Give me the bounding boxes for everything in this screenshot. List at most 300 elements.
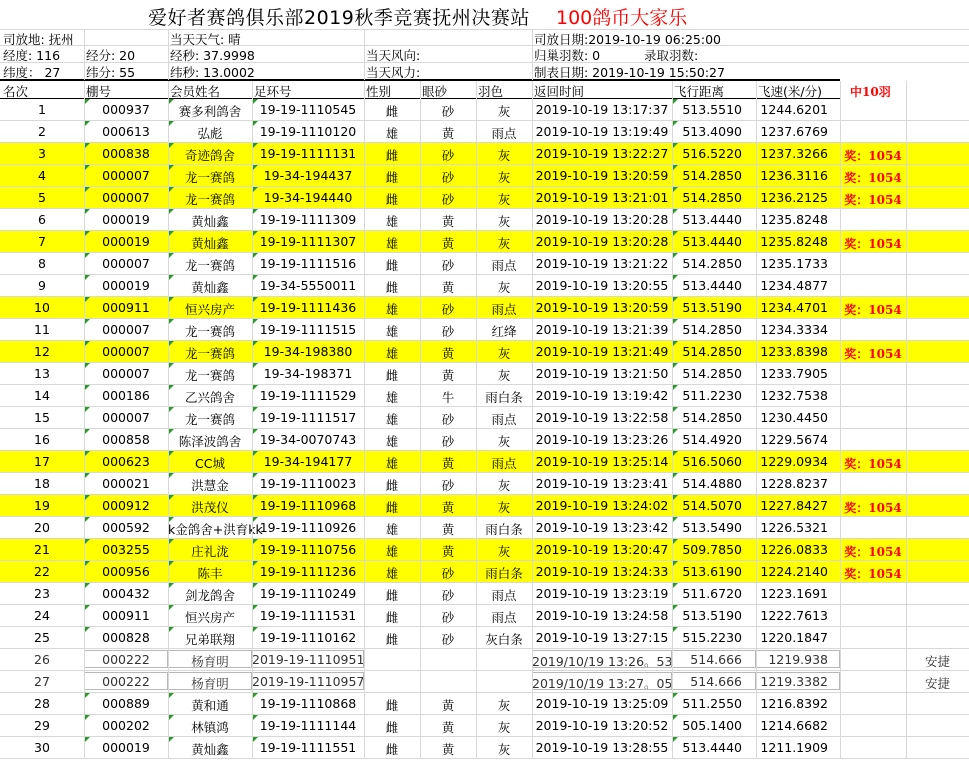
cell-time[interactable]: 2019-10-19 13:24:02 (535, 498, 669, 513)
cell-shed[interactable]: 000623 (102, 454, 150, 469)
cell-color[interactable]: 雨点 (491, 126, 517, 141)
cell-dist[interactable]: 514.2850 (682, 344, 742, 359)
cell-name[interactable]: 黄灿鑫 (191, 214, 229, 229)
cell-sex[interactable]: 雌 (385, 610, 399, 625)
cell-ring[interactable]: 19-19-1110756 (259, 542, 357, 557)
cell-time[interactable]: 2019-10-19 13:21:01 (535, 190, 669, 205)
table-row[interactable] (0, 341, 969, 363)
cell-name[interactable]: 恒兴房产 (184, 302, 235, 317)
cell-color[interactable]: 灰白条 (485, 632, 523, 647)
table-row[interactable] (0, 671, 969, 693)
cell-name[interactable]: 龙一赛鸽 (184, 368, 235, 383)
cell-award[interactable]: 奖：1054 (844, 149, 902, 163)
cell-ring[interactable]: 19-19-1110868 (259, 696, 357, 711)
cell-shed[interactable]: 000202 (102, 718, 150, 733)
cell-rank[interactable]: 15 (34, 410, 50, 425)
cell-eye[interactable]: 砂 (441, 104, 455, 119)
cell-rank[interactable]: 28 (34, 696, 50, 711)
cell-sex[interactable]: 雄 (385, 390, 399, 405)
cell-sex[interactable]: 雄 (385, 126, 399, 141)
cell-award[interactable]: 奖：1054 (844, 501, 902, 515)
cell-sex[interactable]: 雄 (385, 412, 399, 427)
cell-eye[interactable]: 黄 (441, 544, 455, 559)
cell-ring[interactable]: 19-19-1110162 (259, 630, 357, 645)
cell-time[interactable]: 2019-10-19 13:24:58 (535, 608, 669, 623)
cell-award[interactable]: 奖：1054 (844, 237, 902, 251)
table-row[interactable] (0, 275, 969, 297)
cell-rank[interactable]: 29 (34, 718, 50, 733)
cell-time[interactable]: 2019/10/19 13:26。53 (532, 654, 673, 669)
cell-speed[interactable]: 1219.938 (768, 652, 828, 667)
cell-dist[interactable]: 513.4440 (682, 212, 742, 227)
cell-dist[interactable]: 513.4090 (682, 124, 742, 139)
cell-speed[interactable]: 1229.0934 (760, 454, 828, 469)
cell-dist[interactable]: 511.2230 (682, 388, 742, 403)
cell-sex[interactable]: 雌 (385, 192, 399, 207)
cell-award[interactable]: 奖：1054 (844, 567, 902, 581)
cell-shed[interactable]: 003255 (102, 542, 150, 557)
cell-dist[interactable]: 514.666 (690, 674, 742, 689)
cell-shed[interactable]: 000186 (102, 388, 150, 403)
cell-speed[interactable]: 1230.4450 (760, 410, 828, 425)
cell-eye[interactable]: 砂 (441, 588, 455, 603)
cell-sex[interactable]: 雌 (385, 720, 399, 735)
cell-name[interactable]: 洪茂仪 (191, 500, 229, 515)
cell-ring[interactable]: 19-19-1111144 (259, 718, 357, 733)
cell-sex[interactable]: 雄 (385, 434, 399, 449)
cell-shed[interactable]: 000019 (102, 212, 150, 227)
cell-color[interactable]: 雨点 (491, 412, 517, 427)
cell-rank[interactable]: 19 (34, 498, 50, 513)
cell-shed[interactable]: 000956 (102, 564, 150, 579)
cell-eye[interactable]: 黄 (441, 720, 455, 735)
table-row[interactable] (0, 143, 969, 165)
cell-color[interactable]: 灰 (497, 280, 511, 295)
cell-shed[interactable]: 000937 (102, 102, 150, 117)
cell-name[interactable]: k金鸽舍+洪育kk (168, 522, 263, 537)
cell-speed[interactable]: 1214.6682 (760, 718, 828, 733)
cell-color[interactable]: 灰 (497, 170, 511, 185)
cell-name[interactable]: 林镇鸿 (191, 720, 229, 735)
cell-rank[interactable]: 8 (38, 256, 46, 271)
cell-time[interactable]: 2019-10-19 13:23:26 (535, 432, 669, 447)
table-row[interactable] (0, 231, 969, 253)
cell-dist[interactable]: 511.6720 (682, 586, 742, 601)
cell-shed[interactable]: 000912 (102, 498, 150, 513)
cell-dist[interactable]: 514.2850 (682, 168, 742, 183)
cell-name[interactable]: 赛多利鸽舍 (178, 104, 242, 119)
cell-speed[interactable]: 1236.2125 (760, 190, 828, 205)
cell-rank[interactable]: 12 (34, 344, 50, 359)
cell-extra[interactable]: 安捷 (924, 676, 950, 691)
cell-color[interactable]: 灰 (497, 148, 511, 163)
cell-speed[interactable]: 1232.7538 (760, 388, 828, 403)
cell-shed[interactable]: 000007 (102, 168, 150, 183)
cell-award[interactable]: 奖：1054 (844, 457, 902, 471)
cell-rank[interactable]: 23 (34, 586, 50, 601)
table-row[interactable] (0, 627, 969, 649)
cell-sex[interactable]: 雌 (385, 478, 399, 493)
cell-shed[interactable]: 000007 (102, 256, 150, 271)
cell-name[interactable]: 龙一赛鸽 (184, 324, 235, 339)
cell-sex[interactable]: 雌 (385, 170, 399, 185)
cell-color[interactable]: 雨点 (491, 610, 517, 625)
cell-ring[interactable]: 19-34-5550011 (259, 278, 357, 293)
cell-dist[interactable]: 514.2850 (682, 410, 742, 425)
table-row[interactable] (0, 605, 969, 627)
cell-speed[interactable]: 1227.8427 (760, 498, 828, 513)
cell-ring[interactable]: 19-19-1111531 (259, 608, 357, 623)
cell-speed[interactable]: 1234.4877 (760, 278, 828, 293)
cell-name[interactable]: 龙一赛鸽 (184, 346, 235, 361)
cell-rank[interactable]: 2 (38, 124, 46, 139)
cell-color[interactable]: 灰 (497, 434, 511, 449)
cell-sex[interactable]: 雌 (385, 588, 399, 603)
cell-award[interactable]: 奖：1054 (844, 171, 902, 185)
cell-name[interactable]: 黄和通 (191, 698, 229, 713)
cell-name[interactable]: 兄弟联翔 (184, 632, 235, 647)
cell-rank[interactable]: 3 (38, 146, 46, 161)
cell-time[interactable]: 2019-10-19 13:23:42 (535, 520, 669, 535)
cell-ring[interactable]: 19-19-1111529 (259, 388, 357, 403)
cell-name[interactable]: 洪慧金 (191, 478, 229, 493)
cell-speed[interactable]: 1233.8398 (760, 344, 828, 359)
cell-name[interactable]: 剑龙鸽舍 (184, 588, 235, 603)
cell-ring[interactable]: 19-34-0070743 (259, 432, 357, 447)
cell-rank[interactable]: 22 (34, 564, 50, 579)
cell-sex[interactable]: 雌 (385, 500, 399, 515)
cell-ring[interactable]: 2019-19-1110957 (252, 674, 365, 689)
table-row[interactable] (0, 649, 969, 671)
cell-shed[interactable]: 000222 (102, 652, 150, 667)
cell-color[interactable]: 红绛 (491, 324, 517, 339)
cell-dist[interactable]: 513.6190 (682, 564, 742, 579)
cell-ring[interactable]: 19-34-194440 (263, 190, 353, 205)
cell-time[interactable]: 2019-10-19 13:17:37 (535, 102, 669, 117)
cell-award[interactable]: 奖：1054 (844, 545, 902, 559)
cell-eye[interactable]: 砂 (441, 610, 455, 625)
cell-color[interactable]: 灰 (497, 192, 511, 207)
cell-dist[interactable]: 509.7850 (682, 542, 742, 557)
cell-color[interactable]: 灰 (497, 742, 511, 757)
cell-eye[interactable]: 黄 (441, 456, 455, 471)
cell-speed[interactable]: 1226.5321 (760, 520, 828, 535)
cell-rank[interactable]: 14 (34, 388, 50, 403)
cell-eye[interactable]: 砂 (441, 302, 455, 317)
cell-speed[interactable]: 1226.0833 (760, 542, 828, 557)
cell-name[interactable]: 奇迹鸽舍 (184, 148, 235, 163)
cell-time[interactable]: 2019-10-19 13:21:49 (535, 344, 669, 359)
cell-sex[interactable]: 雌 (385, 258, 399, 273)
cell-color[interactable]: 灰 (497, 478, 511, 493)
cell-name[interactable]: 龙一赛鸽 (184, 412, 235, 427)
cell-sex[interactable]: 雌 (385, 632, 399, 647)
cell-dist[interactable]: 516.5220 (682, 146, 742, 161)
cell-speed[interactable]: 1235.8248 (760, 212, 828, 227)
cell-ring[interactable]: 2019-19-1110951 (252, 652, 365, 667)
cell-shed[interactable]: 000007 (102, 322, 150, 337)
cell-color[interactable]: 灰 (497, 720, 511, 735)
cell-eye[interactable]: 砂 (441, 258, 455, 273)
table-row[interactable] (0, 319, 969, 341)
cell-speed[interactable]: 1229.5674 (760, 432, 828, 447)
cell-color[interactable]: 灰 (497, 104, 511, 119)
cell-sex[interactable]: 雄 (385, 214, 399, 229)
cell-eye[interactable]: 砂 (441, 324, 455, 339)
cell-rank[interactable]: 24 (34, 608, 50, 623)
cell-rank[interactable]: 4 (38, 168, 46, 183)
cell-eye[interactable]: 黄 (441, 368, 455, 383)
cell-color[interactable]: 雨点 (491, 588, 517, 603)
table-row[interactable] (0, 539, 969, 561)
cell-ring[interactable]: 19-19-1110023 (259, 476, 357, 491)
cell-time[interactable]: 2019-10-19 13:20:28 (535, 234, 669, 249)
cell-eye[interactable]: 黄 (441, 126, 455, 141)
cell-shed[interactable]: 000911 (102, 608, 150, 623)
cell-color[interactable]: 灰 (497, 544, 511, 559)
cell-color[interactable]: 灰 (497, 500, 511, 515)
table-row[interactable] (0, 187, 969, 209)
cell-speed[interactable]: 1235.1733 (760, 256, 828, 271)
cell-dist[interactable]: 514.2850 (682, 366, 742, 381)
cell-time[interactable]: 2019-10-19 13:28:55 (535, 740, 669, 755)
cell-rank[interactable]: 21 (34, 542, 50, 557)
cell-speed[interactable]: 1222.7613 (760, 608, 828, 623)
cell-color[interactable]: 雨白条 (485, 566, 523, 581)
cell-name[interactable]: CC城 (195, 456, 225, 471)
cell-speed[interactable]: 1234.4701 (760, 300, 828, 315)
cell-ring[interactable]: 19-34-198371 (263, 366, 353, 381)
cell-shed[interactable]: 000019 (102, 740, 150, 755)
cell-rank[interactable]: 18 (34, 476, 50, 491)
cell-dist[interactable]: 513.4440 (682, 278, 742, 293)
cell-time[interactable]: 2019-10-19 13:27:15 (535, 630, 669, 645)
cell-sex[interactable]: 雄 (385, 302, 399, 317)
cell-sex[interactable]: 雌 (385, 104, 399, 119)
cell-time[interactable]: 2019-10-19 13:20:59 (535, 300, 669, 315)
table-row[interactable] (0, 583, 969, 605)
cell-ring[interactable]: 19-19-1110926 (259, 520, 357, 535)
cell-speed[interactable]: 1237.3266 (760, 146, 828, 161)
table-row[interactable] (0, 99, 969, 121)
cell-sex[interactable]: 雄 (385, 324, 399, 339)
cell-speed[interactable]: 1216.8392 (760, 696, 828, 711)
cell-speed[interactable]: 1228.8237 (760, 476, 828, 491)
cell-shed[interactable]: 000007 (102, 190, 150, 205)
table-row[interactable] (0, 297, 969, 319)
table-row[interactable] (0, 451, 969, 473)
cell-award[interactable]: 奖：1054 (844, 347, 902, 361)
cell-dist[interactable]: 514.4880 (682, 476, 742, 491)
cell-dist[interactable]: 514.2850 (682, 322, 742, 337)
cell-dist[interactable]: 513.5190 (682, 608, 742, 623)
cell-time[interactable]: 2019-10-19 13:20:47 (535, 542, 669, 557)
cell-rank[interactable]: 16 (34, 432, 50, 447)
table-row[interactable] (0, 209, 969, 231)
table-row[interactable] (0, 121, 969, 143)
cell-rank[interactable]: 10 (34, 300, 50, 315)
cell-ring[interactable]: 19-19-1110120 (259, 124, 357, 139)
cell-rank[interactable]: 13 (34, 366, 50, 381)
cell-time[interactable]: 2019-10-19 13:21:39 (535, 322, 669, 337)
cell-eye[interactable]: 黄 (441, 522, 455, 537)
cell-time[interactable]: 2019-10-19 13:22:27 (535, 146, 669, 161)
table-row[interactable] (0, 495, 969, 517)
cell-ring[interactable]: 19-19-1111517 (259, 410, 357, 425)
cell-name[interactable]: 陈泽波鸽舍 (178, 434, 242, 449)
cell-shed[interactable]: 000858 (102, 432, 150, 447)
cell-eye[interactable]: 黄 (441, 214, 455, 229)
cell-name[interactable]: 庄礼泷 (191, 544, 229, 559)
cell-dist[interactable]: 514.2850 (682, 256, 742, 271)
cell-dist[interactable]: 514.2850 (682, 190, 742, 205)
cell-color[interactable]: 雨点 (491, 456, 517, 471)
cell-name[interactable]: 弘彪 (197, 126, 223, 141)
cell-eye[interactable]: 砂 (441, 170, 455, 185)
cell-time[interactable]: 2019-10-19 13:23:41 (535, 476, 669, 491)
cell-sex[interactable]: 雄 (385, 566, 399, 581)
cell-award[interactable]: 奖：1054 (844, 193, 902, 207)
cell-sex[interactable]: 雄 (385, 456, 399, 471)
cell-eye[interactable]: 砂 (441, 434, 455, 449)
cell-dist[interactable]: 516.5060 (682, 454, 742, 469)
cell-color[interactable]: 雨点 (491, 258, 517, 273)
cell-color[interactable]: 灰 (497, 346, 511, 361)
cell-ring[interactable]: 19-19-1110968 (259, 498, 357, 513)
cell-time[interactable]: 2019-10-19 13:25:14 (535, 454, 669, 469)
cell-speed[interactable]: 1224.2140 (760, 564, 828, 579)
cell-shed[interactable]: 000911 (102, 300, 150, 315)
cell-rank[interactable]: 11 (34, 322, 50, 337)
cell-eye[interactable]: 黄 (441, 742, 455, 757)
cell-sex[interactable]: 雄 (385, 544, 399, 559)
cell-dist[interactable]: 513.5510 (682, 102, 742, 117)
cell-sex[interactable]: 雄 (385, 236, 399, 251)
cell-ring[interactable]: 19-19-1111307 (259, 234, 357, 249)
cell-ring[interactable]: 19-19-1111515 (259, 322, 357, 337)
table-row[interactable] (0, 165, 969, 187)
cell-dist[interactable]: 514.4920 (682, 432, 742, 447)
cell-rank[interactable]: 1 (38, 102, 46, 117)
cell-speed[interactable]: 1235.8248 (760, 234, 828, 249)
cell-name[interactable]: 龙一赛鸽 (184, 192, 235, 207)
cell-rank[interactable]: 27 (34, 674, 50, 689)
cell-sex[interactable]: 雌 (385, 368, 399, 383)
cell-rank[interactable]: 30 (34, 740, 50, 755)
cell-shed[interactable]: 000007 (102, 344, 150, 359)
cell-color[interactable]: 灰 (497, 368, 511, 383)
cell-speed[interactable]: 1237.6769 (760, 124, 828, 139)
cell-name[interactable]: 乙兴鸽舍 (184, 390, 235, 405)
cell-shed[interactable]: 000828 (102, 630, 150, 645)
cell-rank[interactable]: 26 (34, 652, 50, 667)
cell-speed[interactable]: 1233.7905 (760, 366, 828, 381)
cell-sex[interactable]: 雄 (385, 522, 399, 537)
cell-color[interactable]: 灰 (497, 698, 511, 713)
cell-shed[interactable]: 000222 (102, 674, 150, 689)
cell-eye[interactable]: 砂 (441, 566, 455, 581)
cell-color[interactable]: 灰 (497, 236, 511, 251)
table-row[interactable] (0, 517, 969, 539)
table-row[interactable] (0, 473, 969, 495)
cell-time[interactable]: 2019-10-19 13:21:22 (535, 256, 669, 271)
cell-rank[interactable]: 7 (38, 234, 46, 249)
cell-time[interactable]: 2019-10-19 13:19:49 (535, 124, 669, 139)
cell-sex[interactable]: 雌 (385, 148, 399, 163)
cell-shed[interactable]: 000838 (102, 146, 150, 161)
cell-rank[interactable]: 9 (38, 278, 46, 293)
cell-color[interactable]: 灰 (497, 214, 511, 229)
cell-ring[interactable]: 19-19-1111309 (259, 212, 357, 227)
cell-ring[interactable]: 19-19-1111436 (259, 300, 357, 315)
cell-speed[interactable]: 1244.6201 (760, 102, 828, 117)
cell-rank[interactable]: 5 (38, 190, 46, 205)
cell-eye[interactable]: 牛 (441, 390, 455, 405)
cell-sex[interactable]: 雌 (385, 742, 399, 757)
cell-dist[interactable]: 513.5490 (682, 520, 742, 535)
cell-dist[interactable]: 514.5070 (682, 498, 742, 513)
cell-eye[interactable]: 砂 (441, 478, 455, 493)
cell-name[interactable]: 杨育明 (191, 654, 229, 669)
table-row[interactable] (0, 561, 969, 583)
cell-shed[interactable]: 000889 (102, 696, 150, 711)
cell-speed[interactable]: 1220.1847 (760, 630, 828, 645)
cell-sex[interactable]: 雄 (385, 346, 399, 361)
cell-eye[interactable]: 黄 (441, 346, 455, 361)
cell-ring[interactable]: 19-19-1110249 (259, 586, 357, 601)
cell-shed[interactable]: 000019 (102, 278, 150, 293)
cell-time[interactable]: 2019-10-19 13:25:09 (535, 696, 669, 711)
cell-rank[interactable]: 17 (34, 454, 50, 469)
cell-name[interactable]: 黄灿鑫 (191, 236, 229, 251)
cell-eye[interactable]: 黄 (441, 280, 455, 295)
table-row[interactable] (0, 715, 969, 737)
table-row[interactable] (0, 385, 969, 407)
cell-dist[interactable]: 513.5190 (682, 300, 742, 315)
cell-sex[interactable]: 雌 (385, 280, 399, 295)
cell-eye[interactable]: 黄 (441, 236, 455, 251)
cell-shed[interactable]: 000592 (102, 520, 150, 535)
cell-dist[interactable]: 513.4440 (682, 740, 742, 755)
cell-speed[interactable]: 1236.3116 (760, 168, 828, 183)
cell-eye[interactable]: 砂 (441, 632, 455, 647)
cell-time[interactable]: 2019-10-19 13:23:19 (535, 586, 669, 601)
cell-ring[interactable]: 19-19-1111236 (259, 564, 357, 579)
cell-name[interactable]: 龙一赛鸽 (184, 258, 235, 273)
cell-ring[interactable]: 19-19-1111131 (259, 146, 357, 161)
cell-eye[interactable]: 黄 (441, 698, 455, 713)
cell-rank[interactable]: 20 (34, 520, 50, 535)
cell-color[interactable]: 雨白条 (485, 390, 523, 405)
cell-color[interactable]: 雨白条 (485, 522, 523, 537)
cell-dist[interactable]: 513.4440 (682, 234, 742, 249)
cell-speed[interactable]: 1211.1909 (760, 740, 828, 755)
cell-time[interactable]: 2019-10-19 13:19:42 (535, 388, 669, 403)
cell-shed[interactable]: 000021 (102, 476, 150, 491)
cell-name[interactable]: 陈丰 (197, 566, 223, 581)
cell-name[interactable]: 黄灿鑫 (191, 280, 229, 295)
cell-ring[interactable]: 19-19-1110545 (259, 102, 357, 117)
cell-sex[interactable]: 雌 (385, 698, 399, 713)
cell-ring[interactable]: 19-19-1111551 (259, 740, 357, 755)
cell-ring[interactable]: 19-34-198380 (263, 344, 353, 359)
cell-dist[interactable]: 514.666 (690, 652, 742, 667)
cell-name[interactable]: 黄灿鑫 (191, 742, 229, 757)
cell-time[interactable]: 2019-10-19 13:24:33 (535, 564, 669, 579)
table-row[interactable] (0, 407, 969, 429)
cell-dist[interactable]: 515.2230 (682, 630, 742, 645)
cell-speed[interactable]: 1234.3334 (760, 322, 828, 337)
